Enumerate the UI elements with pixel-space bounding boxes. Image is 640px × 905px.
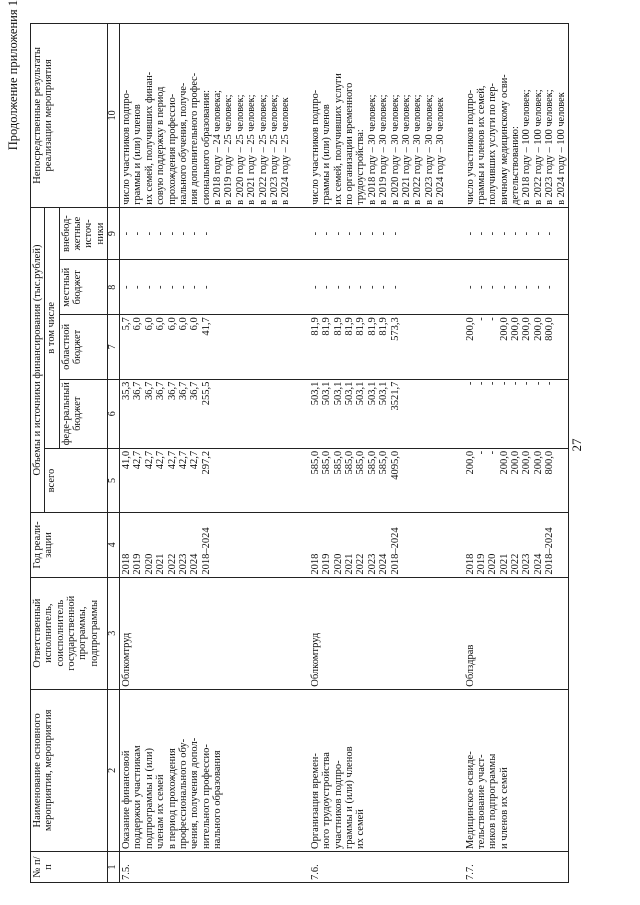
- total-amounts-line: 200,0: [464, 450, 476, 475]
- extra-budget-amounts-line: -: [143, 231, 155, 236]
- spacer-cell: [448, 851, 464, 882]
- federal-amounts-line: 36,7: [177, 381, 189, 400]
- row-number-line: 7.5.: [120, 864, 132, 880]
- activity-name-line: их семей: [355, 809, 367, 849]
- results-text-line: ния дополнительного профес-: [189, 72, 201, 205]
- year-list-line: 2019: [321, 553, 333, 575]
- col-number: 1: [107, 851, 119, 882]
- extra-budget-amounts-line: -: [487, 231, 499, 236]
- total-amounts: [119, 448, 292, 512]
- year-list-line: 2023: [366, 553, 378, 575]
- extra-budget-amounts-line: -: [510, 231, 522, 236]
- executor: [464, 577, 569, 689]
- results-text: [119, 24, 292, 208]
- spacer-cell: [293, 448, 309, 512]
- activity-name-line: Оказание финансовой: [120, 750, 132, 849]
- activity-name-line: в период прохождения: [166, 748, 178, 849]
- local-amounts-line: -: [355, 285, 367, 290]
- page-number: 27: [569, 438, 584, 452]
- appendix-continuation-header: Продолжение приложения 1: [6, 0, 20, 151]
- spacer-cell: [448, 24, 464, 208]
- results-text-line: по организации временного: [344, 82, 355, 205]
- year-list-line: 2018: [309, 553, 321, 575]
- spacer-cell: [293, 207, 309, 260]
- extra-budget-amounts-line: -: [132, 231, 144, 236]
- total-amounts-line: 585,0: [378, 450, 390, 475]
- results-text-line: в 2018 году – 100 человек;: [521, 89, 533, 205]
- header-local: местный бюджет: [59, 260, 107, 315]
- federal-amounts: [119, 379, 292, 448]
- col-number: 5: [107, 448, 119, 512]
- extra-budget-amounts: [119, 207, 292, 260]
- spacer-cell: [293, 689, 309, 851]
- spacer-cell: [293, 260, 309, 315]
- total-amounts-line: 42,7: [189, 450, 201, 470]
- total-amounts-line: 41,0: [120, 450, 132, 470]
- year-list-line: 2018–2024: [200, 527, 212, 575]
- results-text-line: в 2019 году – 30 человек;: [378, 94, 390, 205]
- executor: [309, 577, 448, 689]
- results-text-line: нального обучения, получе-: [177, 82, 189, 205]
- results-text-line: детельствованию:: [510, 126, 522, 205]
- header-num: № п/п: [31, 851, 108, 882]
- total-amounts-line: 42,7: [132, 450, 144, 470]
- regional-amounts-line: 200,0: [510, 317, 522, 341]
- header-executor: Ответственный исполнитель, соисполнитель государственной программы, подпрограммы: [31, 577, 108, 689]
- year-list-line: 2024: [189, 553, 201, 575]
- regional-amounts-line: 200,0: [498, 317, 510, 341]
- header-name: Наименование основного мероприятия, мероприятия: [31, 689, 108, 851]
- spacer-cell: [448, 260, 464, 315]
- activity-name-line: участников подпро-: [332, 760, 344, 849]
- extra-budget-amounts-line: -: [366, 231, 378, 236]
- results-text-line: в 2018 году – 30 человек;: [366, 94, 378, 205]
- regional-amounts-line: 6,0: [132, 317, 144, 331]
- executor-line: Облздрав: [464, 644, 476, 687]
- total-amounts: [309, 448, 448, 512]
- results-text-line: в 2022 году – 100 человек;: [532, 89, 544, 205]
- regional-amounts-line: 81,9: [378, 317, 390, 336]
- header-federal: феде-ральный бюджет: [59, 379, 107, 448]
- year-list: [309, 513, 448, 577]
- row-number: [119, 851, 292, 882]
- results-text-line: сионального образования:: [200, 90, 212, 205]
- regional-amounts-line: 81,9: [309, 317, 321, 336]
- local-amounts-line: -: [544, 285, 556, 290]
- federal-amounts-line: 503,1: [332, 381, 344, 406]
- activity-name-line: тельствование участ-: [475, 754, 487, 849]
- table-body: [119, 24, 568, 883]
- results-text-line: в 2021 году – 25 человек;: [246, 94, 258, 205]
- activity-name-line: ного трудоустройства: [321, 752, 333, 849]
- extra-budget-amounts-line: -: [475, 231, 487, 236]
- results-text-line: в 2021 году – 30 человек;: [400, 94, 412, 205]
- col-number: 9: [107, 207, 119, 260]
- results-text-line: их семей, получивших услуги: [332, 73, 344, 205]
- year-list-line: 2021: [498, 553, 510, 575]
- year-list: [119, 513, 292, 577]
- local-amounts-line: -: [177, 285, 189, 290]
- federal-amounts-line: 503,1: [355, 381, 367, 406]
- local-amounts-line: -: [475, 285, 487, 290]
- activity-name-line: членам их семей: [155, 774, 167, 849]
- federal-amounts-line: 503,1: [309, 381, 321, 406]
- activity-name-line: подпрограммы и (или): [143, 748, 155, 849]
- col-number: 2: [107, 689, 119, 851]
- results-text-line: в 2024 году – 100 человек: [555, 92, 567, 205]
- results-text-line: в 2023 году – 25 человек;: [269, 94, 281, 205]
- regional-amounts-line: 6,0: [177, 317, 189, 331]
- total-amounts-line: 800,0: [544, 450, 556, 475]
- extra-budget-amounts-line: -: [177, 231, 189, 236]
- federal-amounts-line: 36,7: [143, 381, 155, 400]
- spacer-cell: [293, 379, 309, 448]
- federal-amounts-line: 503,1: [321, 381, 333, 406]
- results-text-line: в 2020 году – 30 человек;: [389, 94, 401, 205]
- local-amounts-line: -: [143, 285, 155, 290]
- year-list-line: 2019: [132, 553, 144, 575]
- federal-amounts-line: 36,7: [189, 381, 201, 400]
- row-number-line: 7.6.: [309, 864, 321, 880]
- spacer-cell: [293, 24, 309, 208]
- federal-amounts-line: -: [475, 381, 487, 386]
- year-list-line: 2020: [487, 553, 499, 575]
- extra-budget-amounts: [464, 207, 569, 260]
- header-including: в том числе: [45, 207, 59, 448]
- activity-name: [464, 689, 569, 851]
- regional-amounts: [464, 315, 569, 379]
- extra-budget-amounts-line: -: [344, 231, 355, 236]
- year-list-line: 2023: [177, 553, 189, 575]
- results-text-line: граммы и (или) членов: [321, 104, 333, 205]
- extra-budget-amounts-line: -: [120, 231, 132, 236]
- year-list-line: 2020: [143, 553, 155, 575]
- regional-amounts-line: 81,9: [366, 317, 378, 336]
- column-number-row: [107, 24, 119, 883]
- results-text-line: число участников подпро-: [120, 89, 132, 205]
- local-amounts-line: -: [366, 285, 378, 290]
- extra-budget-amounts-line: -: [309, 231, 321, 236]
- extra-budget-amounts-line: -: [355, 231, 367, 236]
- activity-name-line: Организация времен-: [309, 753, 321, 849]
- total-amounts-line: 297,2: [200, 450, 212, 475]
- extra-budget-amounts-line: -: [321, 231, 333, 236]
- regional-amounts-line: 81,9: [344, 317, 355, 336]
- activity-name-line: чения, получения допол-: [189, 737, 201, 849]
- header-extra: внебюд-жетные источ-ники: [59, 207, 107, 260]
- federal-amounts: [464, 379, 569, 448]
- regional-amounts-line: 200,0: [521, 317, 533, 341]
- federal-amounts-line: 36,7: [166, 381, 178, 400]
- spacer-cell: [293, 577, 309, 689]
- activity-name-line: ников подпрограммы: [487, 753, 499, 849]
- total-amounts-line: 200,0: [532, 450, 544, 475]
- federal-amounts-line: 503,1: [344, 381, 355, 406]
- federal-amounts-line: -: [521, 381, 533, 386]
- header-regional: областной бюджет: [59, 315, 107, 379]
- local-amounts-line: -: [132, 285, 144, 290]
- activity-name-line: Медицинское освиде-: [464, 751, 476, 849]
- results-text-line: в 2022 году – 25 человек;: [257, 94, 269, 205]
- local-amounts-line: -: [309, 285, 321, 290]
- table-header: [31, 24, 120, 883]
- spacer-cell: [293, 851, 309, 882]
- regional-amounts-line: 573,3: [389, 317, 401, 341]
- year-list-line: 2020: [332, 553, 344, 575]
- activity-name: [119, 689, 292, 851]
- local-amounts-line: -: [487, 285, 499, 290]
- activity-name-line: нального образования: [212, 750, 224, 849]
- results-text-line: в 2022 году – 30 человек;: [412, 94, 424, 205]
- table-row: [119, 24, 292, 883]
- local-amounts-line: -: [521, 285, 533, 290]
- year-list-line: 2022: [510, 553, 522, 575]
- local-amounts-line: -: [120, 285, 132, 290]
- results-text-line: число участников подпро-: [309, 89, 321, 205]
- regional-amounts-line: 6,0: [189, 317, 201, 331]
- total-amounts-line: 585,0: [332, 450, 344, 475]
- total-amounts-line: 42,7: [177, 450, 189, 470]
- local-amounts-line: -: [321, 285, 333, 290]
- total-amounts-line: 42,7: [143, 450, 155, 470]
- spacer-cell: [448, 513, 464, 577]
- total-amounts-line: 585,0: [321, 450, 333, 475]
- local-amounts: [309, 260, 448, 315]
- total-amounts-line: 4095,0: [389, 450, 401, 480]
- federal-amounts-line: -: [498, 381, 510, 386]
- results-text: [309, 24, 448, 208]
- table-row: [464, 24, 569, 883]
- header-total: всего: [45, 448, 108, 512]
- activity-name-line: нительного профессио-: [200, 744, 212, 849]
- local-amounts-line: -: [200, 285, 212, 290]
- total-amounts-line: 585,0: [309, 450, 321, 475]
- results-text-line: граммы и (или) членов: [132, 104, 144, 205]
- results-text-line: получивших услуги по пер-: [487, 83, 499, 205]
- total-amounts-line: -: [487, 450, 499, 455]
- local-amounts-line: -: [389, 285, 401, 290]
- col-number: 6: [107, 379, 119, 448]
- total-amounts: [464, 448, 569, 512]
- extra-budget-amounts-line: -: [498, 231, 510, 236]
- federal-amounts-line: -: [510, 381, 522, 386]
- local-amounts-line: -: [510, 285, 522, 290]
- spacer-cell: [448, 207, 464, 260]
- total-amounts-line: 200,0: [510, 450, 522, 475]
- extra-budget-amounts-line: -: [155, 231, 167, 236]
- year-list-line: 2022: [166, 553, 178, 575]
- federal-amounts-line: 36,7: [155, 381, 167, 400]
- total-amounts-line: 585,0: [355, 450, 367, 475]
- local-amounts-line: -: [498, 285, 510, 290]
- regional-amounts-line: -: [475, 317, 487, 321]
- regional-amounts: [119, 315, 292, 379]
- table-row: [309, 24, 448, 883]
- regional-amounts-line: 800,0: [544, 317, 556, 341]
- header-funding-group: Объемы и источники финансирования (тыс.рублей): [31, 207, 45, 512]
- local-amounts-line: -: [166, 285, 178, 290]
- regional-amounts-line: 41,7: [200, 317, 212, 336]
- col-number: 10: [107, 24, 119, 208]
- extra-budget-amounts-line: -: [166, 231, 178, 236]
- col-number: 3: [107, 577, 119, 689]
- year-list: [464, 513, 569, 577]
- regional-amounts-line: 81,9: [321, 317, 333, 336]
- spacer-cell: [448, 315, 464, 379]
- year-list-line: 2018: [464, 553, 476, 575]
- results-text-line: их семей, получивших финан-: [143, 71, 155, 205]
- year-list-line: 2021: [344, 553, 355, 575]
- extra-budget-amounts-line: -: [332, 231, 344, 236]
- local-amounts-line: -: [332, 285, 344, 290]
- executor-line: Облкомтруд: [309, 632, 321, 687]
- results-text-line: в 2019 году – 25 человек;: [223, 94, 235, 205]
- activity-name-line: профессионального обу-: [177, 738, 189, 849]
- regional-amounts-line: 81,9: [332, 317, 344, 336]
- spacer-cell: [448, 689, 464, 851]
- col-number: 8: [107, 260, 119, 315]
- total-amounts-line: -: [475, 450, 487, 455]
- header-results: Непосредственные результаты реализации мероприятия: [31, 24, 108, 208]
- year-list-line: 2018: [120, 553, 132, 575]
- total-amounts-line: 585,0: [344, 450, 355, 475]
- row-number: [464, 851, 569, 882]
- local-amounts: [119, 260, 292, 315]
- federal-amounts-line: -: [464, 381, 476, 386]
- federal-amounts-line: 3521,7: [389, 381, 401, 411]
- results-text-line: вичному медицинскому осви-: [498, 74, 510, 205]
- local-amounts-line: -: [378, 285, 390, 290]
- year-list-line: 2019: [475, 553, 487, 575]
- results-text-line: трудоустройства:: [355, 129, 367, 205]
- extra-budget-amounts-line: -: [378, 231, 390, 236]
- row-number: [309, 851, 448, 882]
- results-text: [464, 24, 569, 208]
- results-text-line: в 2023 году – 100 человек;: [544, 89, 556, 205]
- spacer-cell: [293, 513, 309, 577]
- regional-amounts-line: 5,7: [120, 317, 132, 331]
- extra-budget-amounts-line: -: [200, 231, 212, 236]
- executor: [119, 577, 292, 689]
- results-text-line: в 2020 году – 25 человек;: [234, 94, 246, 205]
- row-number-line: 7.7.: [464, 864, 476, 880]
- year-list-line: 2024: [532, 553, 544, 575]
- spacer-cell: [448, 379, 464, 448]
- extra-budget-amounts-line: -: [389, 231, 401, 236]
- col-number: 4: [107, 513, 119, 577]
- local-amounts-line: -: [464, 285, 476, 290]
- results-text-line: в 2018 году – 24 человека;: [212, 90, 224, 205]
- regional-amounts-line: 6,0: [166, 317, 178, 331]
- executor-line: Облкомтруд: [120, 632, 132, 687]
- spacer-cell: [293, 315, 309, 379]
- total-amounts-line: 42,7: [155, 450, 167, 470]
- federal-amounts-line: -: [532, 381, 544, 386]
- extra-budget-amounts-line: -: [464, 231, 476, 236]
- regional-amounts-line: 6,0: [143, 317, 155, 331]
- local-amounts-line: -: [344, 285, 355, 290]
- results-text-line: прохождения профессио-: [166, 93, 178, 205]
- year-list-line: 2023: [521, 553, 533, 575]
- funding-table: [30, 23, 569, 883]
- federal-amounts-line: 35,3: [120, 381, 132, 400]
- total-amounts-line: 200,0: [521, 450, 533, 475]
- results-text-line: число участников подпро-: [464, 89, 476, 205]
- spacer-cell: [448, 577, 464, 689]
- extra-budget-amounts-line: -: [532, 231, 544, 236]
- extra-budget-amounts-line: -: [189, 231, 201, 236]
- regional-amounts-line: 6,0: [155, 317, 167, 331]
- year-list-line: 2024: [378, 553, 390, 575]
- activity-name-line: поддержки участникам: [132, 745, 144, 849]
- federal-amounts-line: -: [487, 381, 499, 386]
- year-list-line: 2022: [355, 553, 367, 575]
- year-list-line: 2018–2024: [544, 527, 556, 575]
- federal-amounts: [309, 379, 448, 448]
- results-text-line: в 2024 году – 30 человек: [435, 97, 447, 205]
- extra-budget-amounts: [309, 207, 448, 260]
- federal-amounts-line: 503,1: [366, 381, 378, 406]
- col-number: 7: [107, 315, 119, 379]
- local-amounts-line: -: [532, 285, 544, 290]
- row-spacer: [293, 24, 309, 883]
- regional-amounts-line: -: [487, 317, 499, 321]
- local-amounts-line: -: [189, 285, 201, 290]
- activity-name: [309, 689, 448, 851]
- local-amounts: [464, 260, 569, 315]
- results-text-line: в 2024 году – 25 человек: [280, 97, 292, 205]
- extra-budget-amounts-line: -: [544, 231, 556, 236]
- federal-amounts-line: -: [544, 381, 556, 386]
- spacer-cell: [448, 448, 464, 512]
- extra-budget-amounts-line: -: [521, 231, 533, 236]
- results-text-line: совую поддержку в период: [155, 86, 167, 205]
- activity-name-line: и членов их семей: [498, 767, 510, 849]
- results-text-line: граммы и членов их семей,: [475, 85, 487, 205]
- regional-amounts-line: 81,9: [355, 317, 367, 336]
- regional-amounts-line: 200,0: [532, 317, 544, 341]
- regional-amounts: [309, 315, 448, 379]
- total-amounts-line: 42,7: [166, 450, 178, 470]
- federal-amounts-line: 255,5: [200, 381, 212, 406]
- local-amounts-line: -: [155, 285, 167, 290]
- header-year: Год реали-зации: [31, 513, 108, 577]
- results-text-line: в 2023 году – 30 человек;: [423, 94, 435, 205]
- total-amounts-line: 200,0: [498, 450, 510, 475]
- year-list-line: 2018–2024: [389, 527, 401, 575]
- regional-amounts-line: 200,0: [464, 317, 476, 341]
- federal-amounts-line: 503,1: [378, 381, 390, 406]
- row-spacer: [448, 24, 464, 883]
- total-amounts-line: 585,0: [366, 450, 378, 475]
- year-list-line: 2021: [155, 553, 167, 575]
- federal-amounts-line: 36,7: [132, 381, 144, 400]
- activity-name-line: граммы и (или) членов: [344, 746, 355, 849]
